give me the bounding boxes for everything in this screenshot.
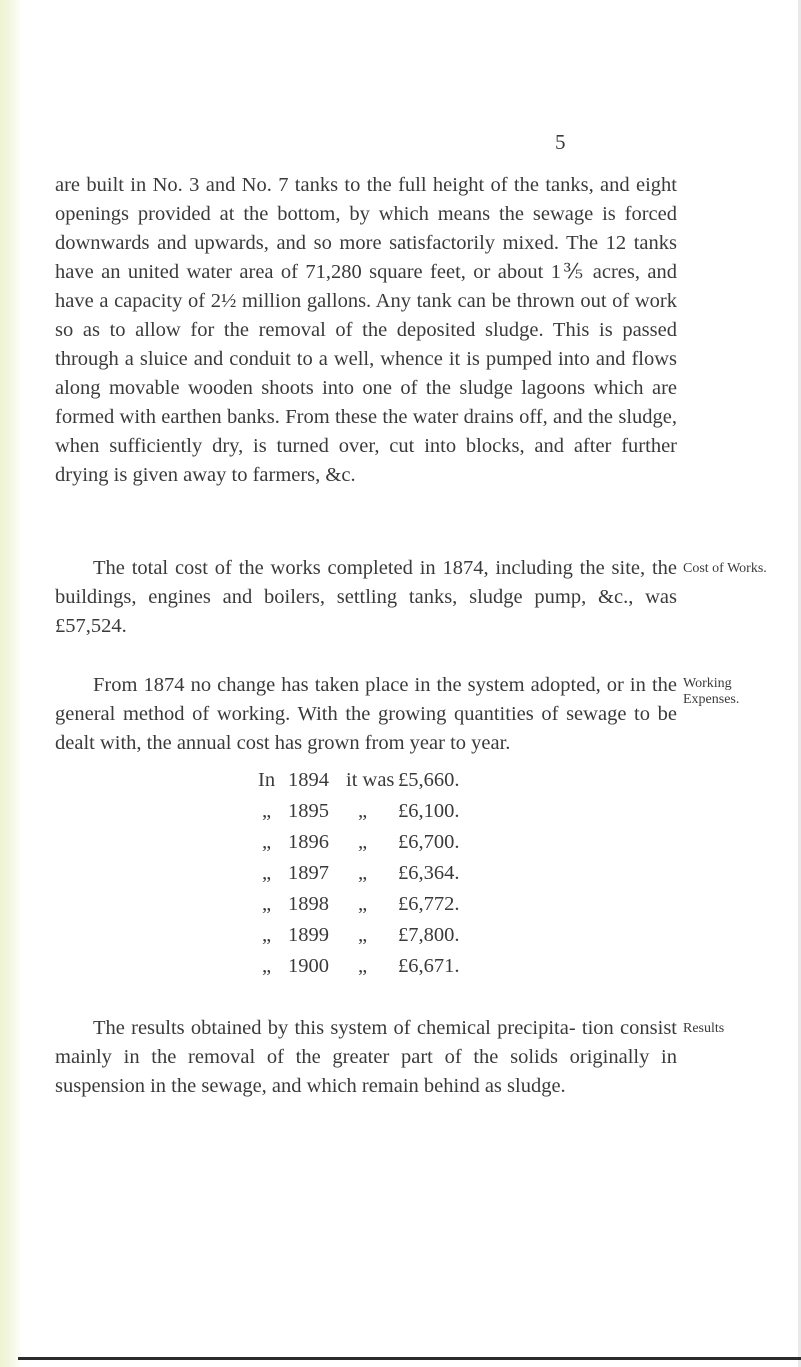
cost-row-verb: „ [358,862,368,884]
paragraph-cost-of-works [55,554,677,641]
cost-row-lead: „ [262,924,272,946]
cost-row-amount: £6,772. [398,893,460,915]
cost-row-verb: „ [358,955,368,977]
annual-cost-table [258,765,460,982]
cost-row-1900 [258,951,460,982]
paragraph-results [55,1014,677,1101]
margin-note-results: Results [683,1021,725,1036]
bottom-rule [18,1357,801,1360]
cost-row-amount: £7,800. [398,924,460,946]
cost-row-1897 [258,858,460,889]
cost-row-lead: „ [262,862,272,884]
cost-row-amount: £6,671. [398,955,460,977]
cost-row-amount: £6,700. [398,831,460,853]
cost-row-verb: „ [358,800,368,822]
cost-row-1898 [258,889,460,920]
paragraph-results-text: The results obtained by this system of chemical precipita- tion consist mainly in the removal of the greater part of the solids originally in suspension in the sewage, and which remain behind as sludge. [55,1017,677,1097]
cost-row-verb: „ [358,893,368,915]
margin-note-working-expenses [683,676,763,708]
cost-row-year: 1894 [288,769,329,791]
margin-note-working-expenses-text: Working Expenses. [683,676,740,707]
cost-row-amount: £6,100. [398,800,460,822]
cost-row-verb: „ [358,831,368,853]
cost-row-year: 1897 [288,862,329,884]
paragraph-cost-of-works-text: The total cost of the works completed in 1874, including the site, the buildings, engines and boilers, settling tanks, sludge pump, &c., was £57,524. [55,557,677,637]
cost-row-lead: In [258,769,276,791]
cost-row-lead: „ [262,955,272,977]
cost-row-year: 1895 [288,800,329,822]
margin-note-cost-of-works: Cost of Works. [683,561,767,576]
cost-row-amount: £5,660. [398,769,460,791]
cost-row-year: 1898 [288,893,329,915]
cost-row-lead: „ [262,800,272,822]
cost-row-year: 1900 [288,955,329,977]
paragraph-sludge-tanks: are built in No. 3 and No. 7 tanks to the full height of the tanks, and eight openings provided at the bottom, by which means the sewage is forced downwards and upwards, and so more satisfactorily mixed. The 12 tanks have an united water area of 71,280 square feet, or about 1⅗ acres, and have a capacity of 2½ million gallons. Any tank can be thrown out of work so as to allow for the removal of the deposited sludge. This is passed through a sluice and conduit to a well, whence it is pumped into and flows along movable wooden shoots into one of the sludge lagoons which are formed with earthen banks. From these the water drains off, and the sludge, when sufficiently dry, is turned over, cut into blocks, and after further drying is given away to farmers, &c. [55,174,677,486]
cost-row-lead: „ [262,893,272,915]
paragraph-working-expenses [55,671,677,758]
cost-row-1894 [258,765,460,796]
cost-row-verb: it was [346,769,395,791]
cost-row-year: 1899 [288,924,329,946]
cost-row-year: 1896 [288,831,329,853]
cost-row-verb: „ [358,924,368,946]
paragraph-working-expenses-text: From 1874 no change has taken place in the system adopted, or in the general method of working. With the growing quantities of sewage to be dealt with, the annual cost has grown from year to year. [55,674,677,754]
page-number: 5 [555,130,566,154]
scan-edge-left [0,0,22,1367]
cost-row-1899 [258,920,460,951]
cost-row-1896 [258,827,460,858]
cost-row-lead: „ [262,831,272,853]
cost-row-amount: £6,364. [398,862,460,884]
cost-row-1895 [258,796,460,827]
